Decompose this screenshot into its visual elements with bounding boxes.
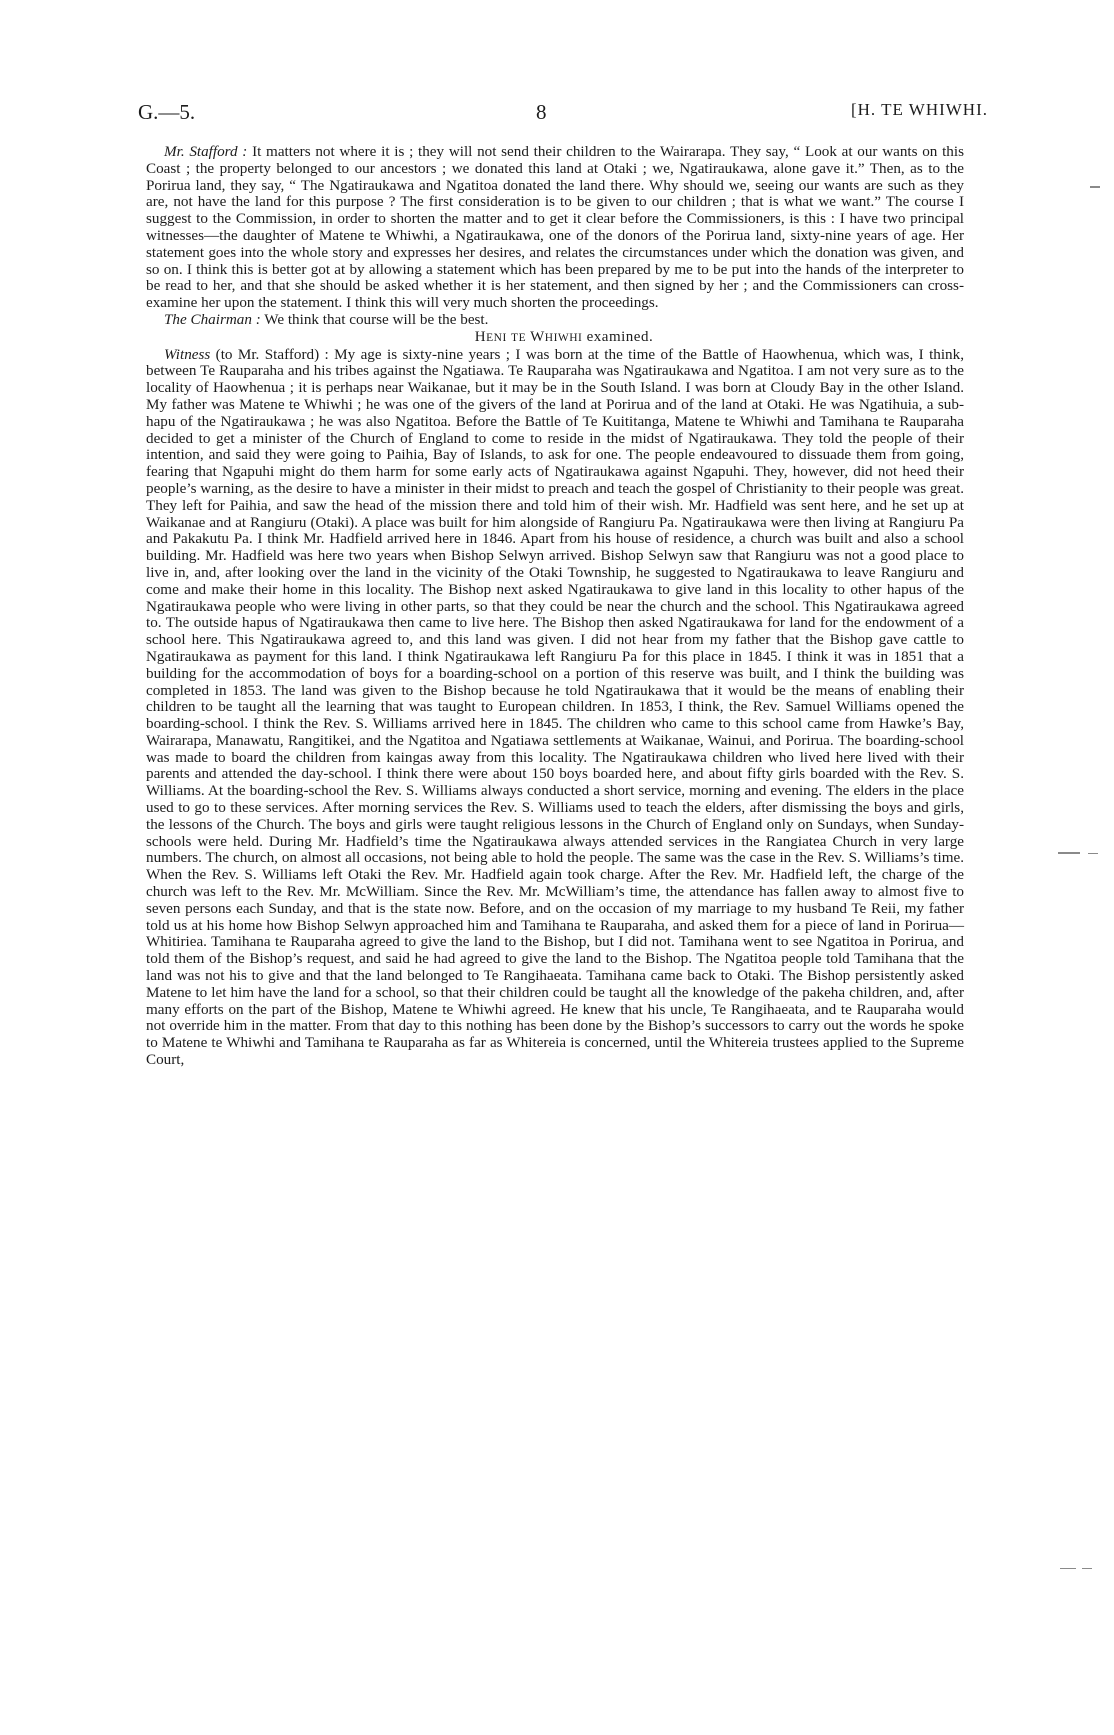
document-page (138, 100, 988, 1069)
paragraph (146, 347, 964, 1069)
paragraph (146, 312, 964, 329)
speaker-name: The Chairman : (164, 310, 261, 328)
speaker-name: Witness (164, 345, 211, 363)
document-reference: G.—5. (138, 100, 196, 124)
speaker-name: Mr. Stafford : (164, 143, 248, 160)
margin-mark (1058, 852, 1080, 854)
body-text (146, 144, 964, 1069)
margin-mark (1090, 186, 1100, 188)
margin-mark (1082, 1568, 1092, 1569)
paragraph-text: (to Mr. Stafford) : My age is sixty-nine years ; I was born at the time of the Battle of Haowhenua, which was, I think, between Te Rauparaha and his tribes against the Ngatiawa. Te Rauparaha was Ngatiraukawa and Ngatitoa. I am not very sure as to the locality of Haowhenua ; it is perhaps near Waikanae, but it may be in the South Island. I was born at Cloudy Bay in the other Island. My father was Matene te Whiwhi ; he was one of the givers of the land at Porirua and of the land at Otaki. He was Ngatihuia, a sub-hapu of the Ngatiraukawa ; he was also Ngatitoa. Before the Battle of Te Kuititanga, Matene te Whiwhi and Tamihana te Rauparaha decided to get a minister of the Church of England to come to reside in the midst of Ngatiraukawa. They told the people of their intention, and said they were going to Paihia, Bay of Islands, to ask for one. The people endeavoured to dissuade them from going, fearing that Ngapuhi might do them harm for some early acts of Ngatiraukawa against Ngapuhi. They, however, did not heed their people’s warning, as the desire to have a minister in their midst to preach and teach the gospel of Christianity to their people was great. They left for Paihia, and saw the head of the mission there and told him of their wish. Mr. Hadfield was sent here, and he set up at Waikanae and at Rangiuru (Otaki). A place was built for him alongside of Rangiuru Pa. Ngatiraukawa were then living at Rangiuru Pa and Pakakutu Pa. I think Mr. Hadfield arrived here in 1846. Apart from his house of residence, a church was built and also a school building. Mr. Hadfield was here two years when Bishop Selwyn arrived. Bishop Selwyn saw that Rangiuru was not a good place to live in, and, after looking over the land in the vicinity of the Otaki Township, he suggested to Ngatiraukawa to leave Rangiuru and come and make their home in this locality. The Bishop next asked Ngatiraukawa to give land in this locality to other hapus of the Ngatiraukawa people who were living in other parts, so that they could be near the church and the school. This Ngatiraukawa agreed to. The outside hapus of Ngatiraukawa then came to live here. The Bishop then asked Ngatiraukawa for land for the endowment of a school here. This Ngatiraukawa agreed to, and this land was given. I did not hear from my father that the Bishop gave cattle to Ngatiraukawa as payment for this land. I think Ngatiraukawa left Rangiuru Pa for this place in 1845. I think it was in 1851 that a building for the accommodation of boys for a boarding-school on a portion of this reserve was built, and I think the building was completed in 1853. The land was given to the Bishop because he told Ngatiraukawa that it would be the means of enabling their children to be taught all the learning that was taught to European children. In 1853, I think, the Rev. Samuel Williams opened the boarding-school. I think the Rev. S. Williams arrived here in 1845. The children who came to this school came from Hawke’s Bay, Wairarapa, Manawatu, Rangitikei, and the Ngatitoa and Ngatiawa settlements at Waikanae, Wainui, and Porirua. The boarding-school was made to board the children from kaingas away from this locality. The Ngatiraukawa children who lived here lived with their parents and attended the day-school. I think there were about 150 boys boarded here, and about fifty girls boarded with the Rev. S. Williams. At the boarding-school the Rev. S. Williams always conducted a short service, morning and evening. The elders in the place used to go to these services. After morning services the Rev. S. Williams used to teach the elders, after dismissing the boys and girls, the lessons of the Church. The boys and girls were taught religious lessons in the Church of England only on Sundays, when Sunday-schools were held. During Mr. Hadfield’s time the Ngatiraukawa always attended services in the Rangiatea Church in very large numbers. The church, on almost all occasions, not being able to hold the people. The same was the case in the Rev. S. Williams’s time. When the Rev. S. Williams left Otaki the Rev. Mr. Hadfield again took charge. After the Rev. Mr. Hadfield left, the charge of the church was left to the Rev. Mr. McWilliam. Since the Rev. Mr. McWilliam’s time, the attendance has fallen away to almost five to seven persons each Sunday, and that is the state now. Before, and on the occasion of my marriage to my husband Te Reii, my father told us at his home how Bishop Selwyn approached him and Tamihana te Rauparaha, and asked them for a piece of land in Porirua—Whitiriea. Tamihana te Rauparaha agreed to give the land to the Bishop, but I did not. Tamihana went to see Ngatitoa in Porirua, and told them of the Bishop’s request, and said he had agreed to give the land to the Bishop. The Ngatitoa people told Tamihana that the land was not his to give and that the land belonged to Te Rangihaeata. Tamihana came back to Otaki. The Bishop persistently asked Matene to let him have the land for a school, so that their children could be taught all the knowledge of the pakeha children, and, after many efforts on the part of the Bishop, Matene te Whiwhi agreed. He knew that his uncle, Te Rangihaeata, and te Rauparaha would not override him in the matter. From that day to this nothing has been done by the Bishop’s successors to carry out the words he spoke to Matene te Whiwhi and Tamihana te Rauparaha as far as Whitereia is concerned, until the Whitereia trustees applied to the Supreme Court, (146, 345, 964, 1069)
paragraph-text: We think that course will be the best. (264, 310, 489, 328)
margin-mark (1060, 1568, 1076, 1569)
paragraph-text: It matters not where it is ; they will not send their children to the Wairarapa. They say, “ Look at our wants on this Coast ; the property belonged to our ancestors ; we donated this land at Otaki ; we, Ngatiraukawa, alone gave it.” Then, as to the Porirua land, they say, “ The Ngatiraukawa and Ngatitoa donated the land there. Why should we, seeing our wants are such as they are, not have the land for this purpose ? The first consideration is to be given to our children ; that is what we want.” The course I suggest to the Commission, in order to shorten the matter and to get it clear before the Commissioners, is this : I have two principal witnesses—the daughter of Matene te Whiwhi, a Ngatiraukawa, one of the donors of the Porirua land, sixty-nine years of age. Her statement goes into the whole story and expresses her desires, and relates the circumstances under which the donation was given, and so on. I think this is better got at by allowing a statement which has been prepared by me to be put into the hands of the interpreter to be read to her, and that she should be asked whether it is her statement, and then signed by her ; and the Commissioners can cross-examine her upon the statement. I think this will very much shorten the proceedings. (146, 143, 964, 312)
running-head: [H. TE WHIWHI. (850, 100, 988, 119)
section-heading: HENI TE WHIWHI examined. (474, 328, 654, 345)
margin-mark (1088, 853, 1098, 854)
page-header (138, 100, 988, 130)
paragraph (146, 144, 964, 312)
page-number: 8 (536, 100, 547, 124)
